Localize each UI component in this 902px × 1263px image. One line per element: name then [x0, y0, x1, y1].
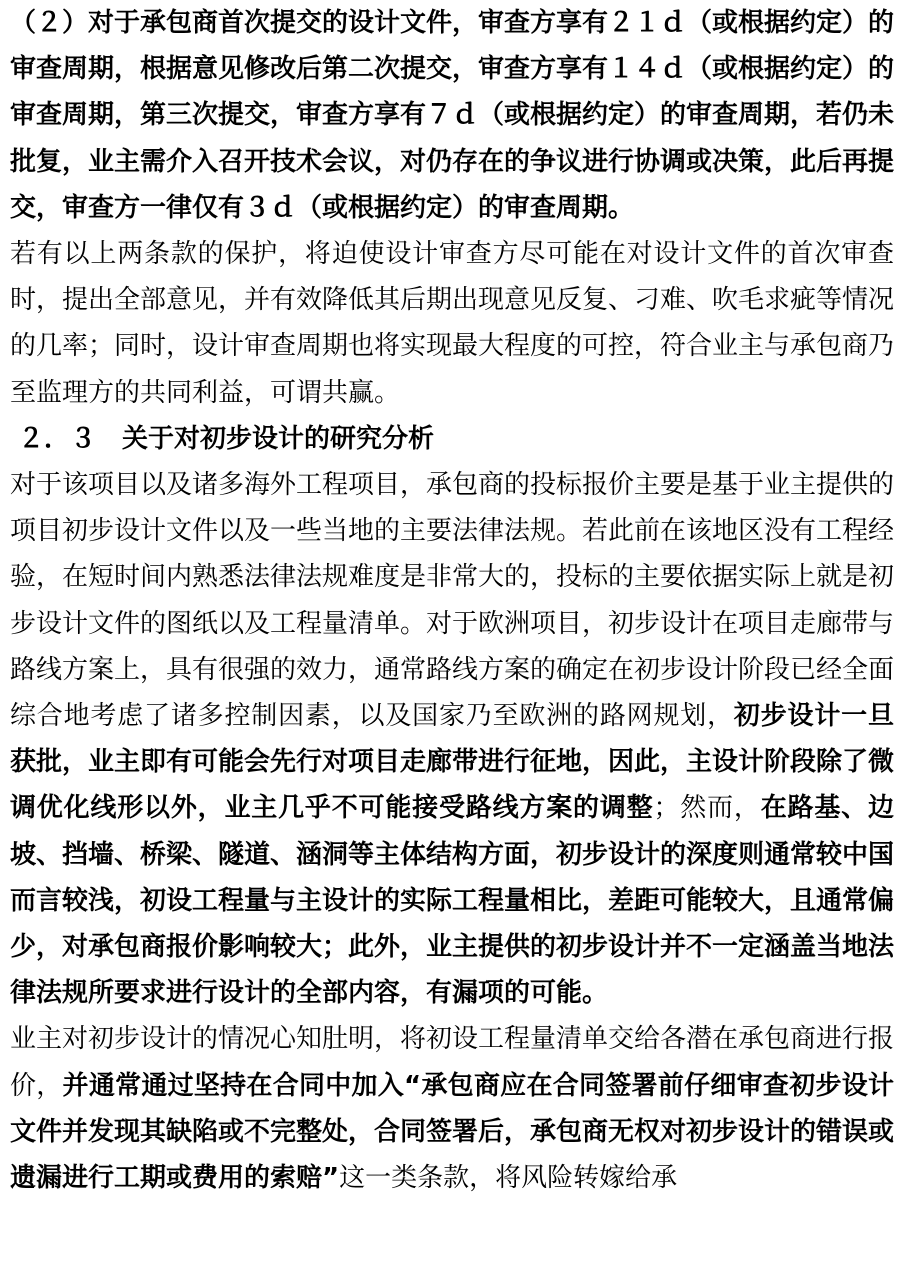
paragraph-clause-protection: 若有以上两条款的保护，将迫使设计审查方尽可能在对设计文件的首次审查时，提出全部意见，并有效降低其后期出现意见反复、刁难、吹毛求疵等情况的几率；同时，设计审查周期也将实现最大程度的可控，符合业主与承包商乃至监理方的共同利益，可谓共赢。	[10, 239, 895, 408]
owner-risk-text-2: 这一类条款，将风险转嫁给承	[339, 1163, 678, 1194]
paragraph-owner-risk	[10, 1016, 894, 1201]
owner-risk-bold-1: 并通常通过坚持在合同中加入“承包商应在合同签署前仔细审查初步设计文件并发现其缺陷或不完整处，合同签署后，承包商无权对初步设计的错误或遗漏进行工期或费用的索赔”	[10, 1070, 895, 1194]
preliminary-design-text-2: ；然而，	[653, 793, 761, 824]
preliminary-design-bold-2: 在路基、边坡、挡墙、桥梁、隧道、涵洞等主体结构方面，初步设计的深度则通常较中国而言较浅，初设工程量与主设计的实际工程量相比，差距可能较大，且通常偏少，对承包商报价影响较大；此外，业主提供的初步设计并不一定涵盖当地法律法规所要求进行设计的全部内容，有漏项的可能。	[10, 793, 895, 1009]
section-heading-2-3: ２．３ 关于对初步设计的研究分析	[18, 423, 435, 454]
owner-risk-text-1: 业主对初步设计的情况心知肚明，将初设工程量清单交给各潜在承包商进行报价，	[10, 1024, 895, 1101]
review-cycle-text: （２）对于承包商首次提交的设计文件，审查方享有２１ｄ（或根据约定）的审查周期，根据意见修改后第二次提交，审查方享有１４ｄ（或根据约定）的审查周期，第三次提交，审查方享有７ｄ（或根据约定）的审查周期，若仍未批复，业主需介入召开技术会议，对仍存在的争议进行协调或决策，此后再提交，审查方一律仅有３ｄ（或根据约定）的审查周期。	[10, 8, 895, 223]
preliminary-design-bold-1: 初步设计一旦获批，业主即有可能会先行对项目走廊带进行征地，因此，主设计阶段除了微调优化线形以外，业主几乎不可能接受路线方案的调整	[10, 701, 895, 824]
paragraph-review-cycle	[10, 0, 894, 231]
preliminary-design-text-1: 对于该项目以及诸多海外工程项目，承包商的投标报价主要是基于业主提供的项目初步设计文件以及一些当地的主要法律法规。若此前在该地区没有工程经验，在短时间内熟悉法律法规难度是非常大的，投标的主要依据实际上就是初步设计文件的图纸以及工程量清单。对于欧洲项目，初步设计在项目走廊带与路线方案上，具有很强的效力，通常路线方案的确定在初步设计阶段已经全面综合地考虑了诸多控制因素，以及国家乃至欧洲的路网规划，	[10, 470, 895, 732]
paragraph-preliminary-design	[10, 462, 894, 1016]
document-body	[10, 0, 894, 1201]
